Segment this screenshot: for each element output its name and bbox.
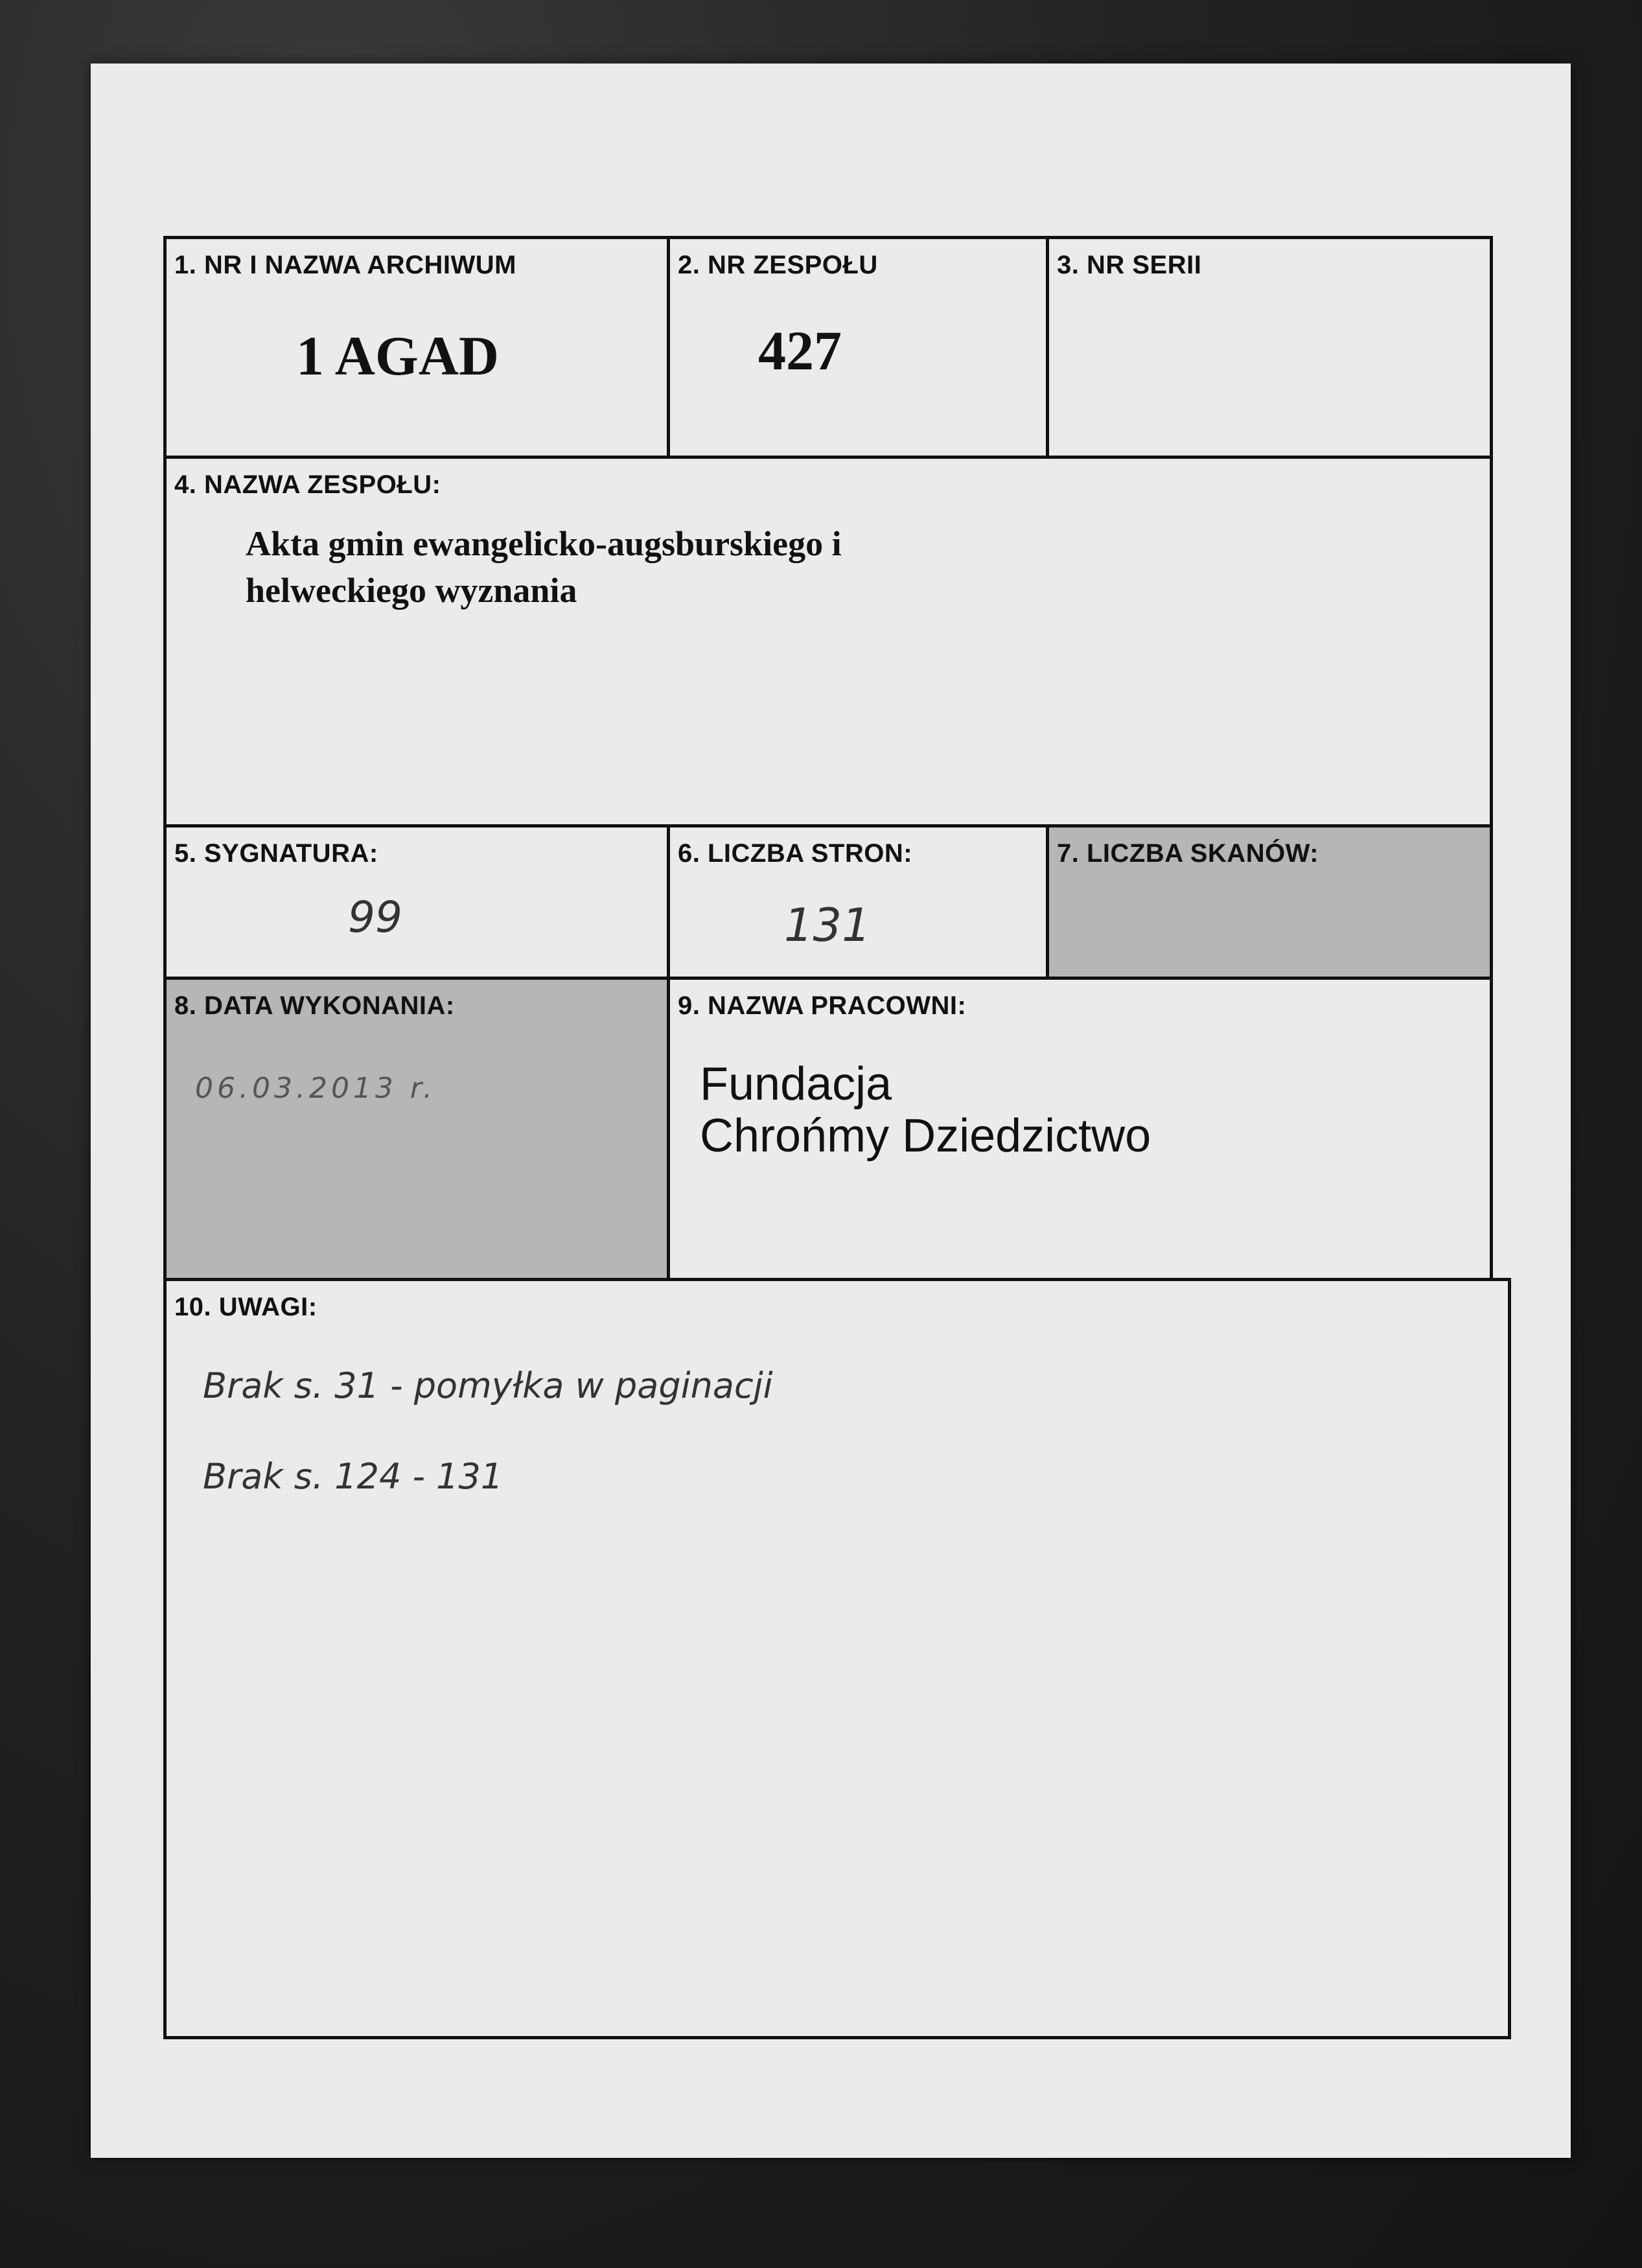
field-page-count-label: 6. LICZBA STRON: xyxy=(678,839,913,868)
field-workshop-line2: Chrońmy Dziedzictwo xyxy=(700,1110,1151,1162)
field-collection-name xyxy=(163,456,1493,827)
field-series-number-label: 3. NR SERII xyxy=(1057,251,1202,279)
field-signature-value: 99 xyxy=(348,892,402,942)
field-remarks-note1: Brak s. 31 - pomyłka w paginacji xyxy=(203,1365,773,1406)
field-date xyxy=(163,977,670,1281)
field-workshop-label: 9. NAZWA PRACOWNI: xyxy=(678,991,967,1020)
field-collection-number-label: 2. NR ZESPOŁU xyxy=(678,251,878,279)
field-signature xyxy=(163,824,670,980)
field-collection-number xyxy=(667,236,1049,459)
field-collection-name-label: 4. NAZWA ZESPOŁU: xyxy=(174,470,441,499)
field-remarks xyxy=(163,1278,1511,2039)
field-series-number xyxy=(1046,236,1493,459)
field-date-label: 8. DATA WYKONANIA: xyxy=(174,991,455,1020)
field-page-count-value: 131 xyxy=(784,899,871,952)
field-collection-number-value: 427 xyxy=(758,319,842,382)
field-archive-label: 1. NR I NAZWA ARCHIWUM xyxy=(174,251,516,279)
field-remarks-label: 10. UWAGI: xyxy=(174,1293,318,1321)
field-scan-count xyxy=(1046,824,1493,980)
field-page-count xyxy=(667,824,1049,980)
field-workshop-line1: Fundacja xyxy=(700,1058,892,1110)
field-archive xyxy=(163,236,670,459)
field-workshop xyxy=(667,977,1493,1281)
field-date-value: 06.03.2013 r. xyxy=(195,1072,436,1105)
field-collection-name-line1: Akta gmin ewangelicko-augsburskiego i xyxy=(246,524,842,563)
field-signature-label: 5. SYGNATURA: xyxy=(174,839,378,868)
field-remarks-note2: Brak s. 124 - 131 xyxy=(203,1456,503,1497)
document-sheet xyxy=(91,64,1571,2158)
field-collection-name-line2: helweckiego wyznania xyxy=(246,571,577,610)
field-scan-count-label: 7. LICZBA SKANÓW: xyxy=(1057,839,1319,868)
field-archive-value: 1 AGAD xyxy=(296,325,499,387)
